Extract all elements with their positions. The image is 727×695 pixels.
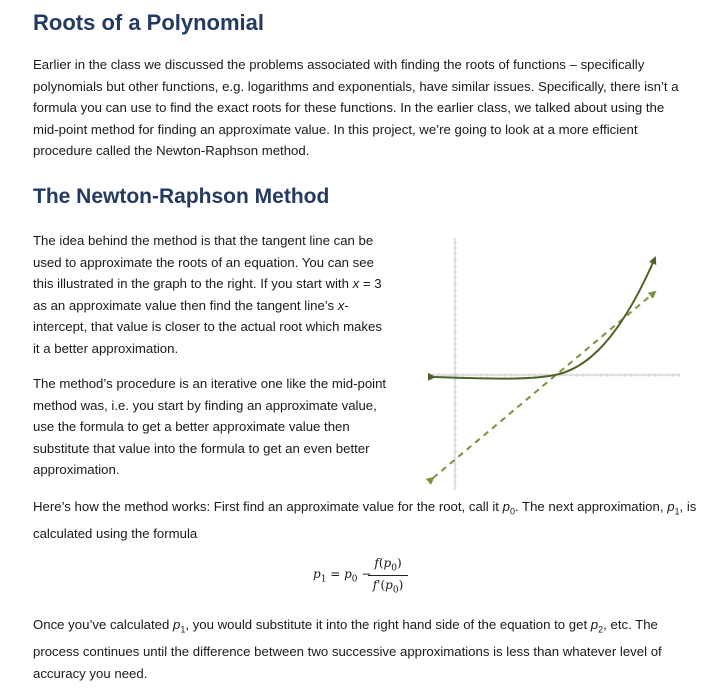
graph-axes bbox=[430, 238, 680, 490]
formula-lhs bbox=[313, 567, 371, 584]
how-p1-var: p bbox=[667, 499, 675, 514]
polynomial-curve bbox=[434, 258, 655, 379]
den-close: ) bbox=[398, 578, 404, 593]
formula-fraction bbox=[368, 556, 408, 596]
how-text-3: , is calculated using the formula bbox=[33, 499, 697, 542]
closing-text-1: Once you’ve calculated bbox=[33, 617, 174, 632]
idea-text-3: -intercept, that value is closer to the actual root which makes it a better approximation. bbox=[33, 297, 382, 356]
how-p0-var: p bbox=[502, 499, 510, 514]
den-sub: 0 bbox=[392, 585, 399, 596]
num-f: f bbox=[374, 556, 379, 570]
closing-p1-sub: 1 bbox=[180, 624, 186, 635]
formula-p0-var: p bbox=[344, 567, 352, 581]
how-p1-sub: 1 bbox=[674, 506, 680, 517]
how-text-1: Here’s how the method works: First find an approximate value for the root, call it bbox=[33, 499, 503, 514]
closing-paragraph bbox=[33, 614, 703, 684]
formula-numerator bbox=[368, 556, 408, 576]
closing-p2-sub: 2 bbox=[598, 624, 604, 635]
how-p0-sub: 0 bbox=[509, 506, 515, 517]
idea-text-1: The idea behind the method is that the tangent line can be used to approximate the roots of an equation. You can see this illustrated in the graph to the right. If you start with bbox=[33, 233, 374, 292]
num-var: p bbox=[383, 556, 392, 570]
intro-paragraph: Earlier in the class we discussed the problems associated with finding the roots of functions – specifically polynomials but other functions, e.g. logarithms and exponentials, have similar issues. Specifically, there isn’t a formula you can use to find the exact roots for these functions. In the earlier class, we talked about using the mid-point method for finding an approximate value. In this project, we’re going to look at a more efficient procedure called the Newton-Raphson method. bbox=[33, 57, 679, 159]
den-prime: ' bbox=[377, 578, 381, 593]
idea-paragraph bbox=[33, 230, 391, 360]
formula-minus: − bbox=[357, 567, 372, 581]
page-title: Roots of a Polynomial bbox=[33, 10, 265, 35]
section-title: The Newton-Raphson Method bbox=[33, 185, 330, 208]
den-f: f bbox=[372, 578, 378, 593]
closing-p2-var: p bbox=[590, 617, 599, 632]
closing-text-3: , etc. The process continues until the difference between two successive approximations is less than whatever level of accuracy you need. bbox=[33, 617, 662, 681]
formula-p1-sub: 1 bbox=[320, 574, 327, 585]
idea-x-variable: x bbox=[352, 276, 360, 292]
idea-text-2: = 3 as an approximate value then find the tangent line’s bbox=[33, 276, 382, 313]
procedure-paragraph: The method’s procedure is an iterative one like the mid-point method was, i.e. you start by finding an approximate value, use the formula to get a better approximate value then substitute that value into the formula to get an even better approximation. bbox=[33, 376, 387, 478]
formula-equals: = bbox=[326, 567, 345, 581]
newton-raphson-graph bbox=[425, 232, 687, 494]
how-paragraph bbox=[33, 496, 703, 545]
closing-p1-var: p bbox=[173, 617, 181, 632]
formula-p0-sub: 0 bbox=[351, 574, 358, 585]
num-close: ) bbox=[396, 556, 402, 570]
num-open: ( bbox=[378, 556, 384, 570]
formula-denominator bbox=[368, 576, 408, 595]
closing-text-2: , you would substitute it into the right hand side of the equation to get bbox=[185, 617, 591, 632]
den-var: p bbox=[385, 578, 393, 593]
den-open: ( bbox=[380, 578, 386, 593]
idea-x-variable-2: x bbox=[337, 297, 345, 313]
how-text-2: . The next approximation, bbox=[514, 499, 668, 514]
formula-p1-var: p bbox=[313, 567, 321, 581]
num-sub: 0 bbox=[391, 563, 397, 574]
